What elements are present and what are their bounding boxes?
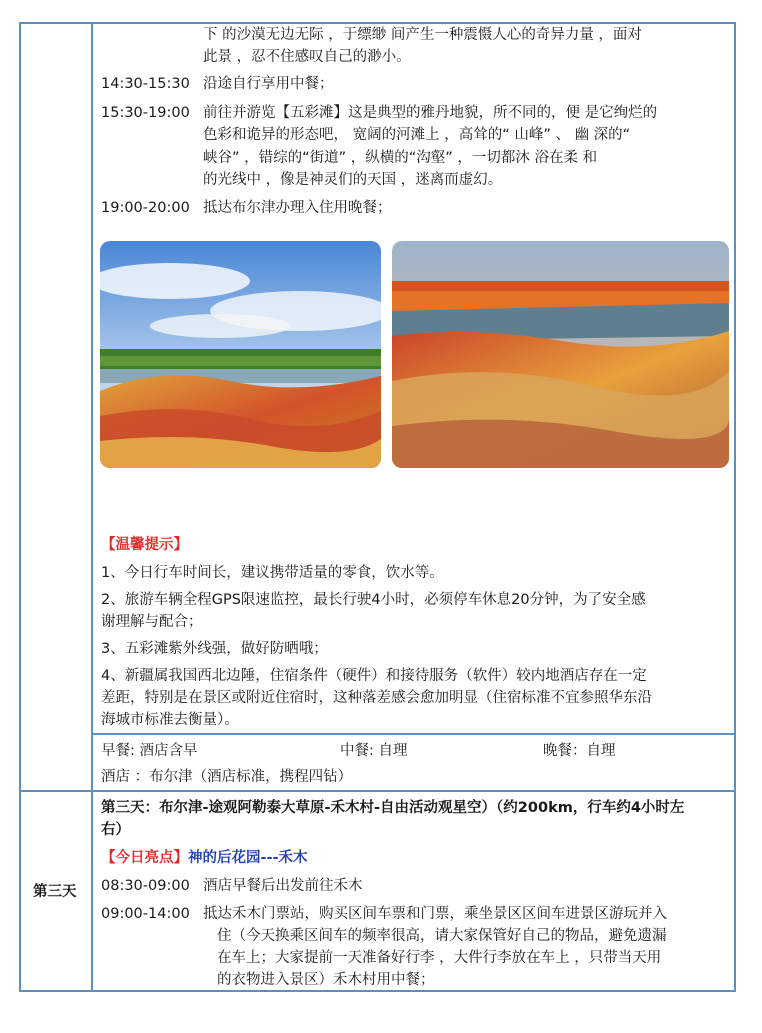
tips-title: 【温馨提示】: [101, 537, 188, 553]
highlight-text: 神的后花园---禾木: [188, 850, 308, 866]
highlight-tag: 【今日亮点】: [101, 850, 188, 866]
schedule-time: 08:30-09:00: [101, 878, 190, 894]
schedule-text: 的光线中 ，像是神灵们的天国 ，迷离而虚幻。: [203, 172, 503, 188]
meal-dinner: 晚餐：自理: [543, 743, 616, 759]
meal-lunch: 中餐: 自理: [340, 743, 408, 759]
day-column-divider: [91, 22, 93, 992]
schedule-text: 峡谷” ，错综的“街道” ，纵横的“沟壑” ，一切都沐 浴在柔 和: [203, 150, 598, 166]
tip-text: 谢理解与配合；: [101, 614, 203, 630]
day3-highlight: [101, 847, 308, 869]
intro-line-2: 此景 ，忍不住感叹自己的渺小。: [203, 49, 411, 65]
schedule-text: 在车上；大家提前一天准备好行李 ，大件行李放在车上 ，只带当天用: [217, 950, 662, 966]
tip-text: 海城市标准去衡量）。: [101, 712, 239, 728]
schedule-text: 抵达禾木门票站，购买区间车票和门票，乘坐景区区间车进景区游玩并入: [203, 906, 667, 922]
hotel-info: 酒店 ：布尔津（酒店标准，携程四钻）: [101, 769, 353, 785]
wucaitan-sunset-photo: [392, 241, 729, 468]
schedule-time: 19:00-20:00: [101, 200, 190, 216]
intro-line-1: 下 的沙漠无边无际 ，于缥缈 间产生一种震慑人心的奇异力量 ，面对: [203, 27, 642, 43]
tip-text: 3、五彩滩紫外线强，做好防晒哦；: [101, 641, 328, 657]
wucaitan-riverside-photo: [100, 241, 381, 468]
schedule-text: 的衣物进入景区）禾木村用中餐；: [217, 972, 435, 988]
tip-text: 2、旅游车辆全程GPS限速监控，最长行驶4小时，必须停车休息20分钟，为了安全感: [101, 592, 646, 608]
day3-row-divider: [19, 790, 736, 792]
schedule-time: 14:30-15:30: [101, 76, 190, 92]
schedule-text: 酒店早餐后出发前往禾木: [203, 878, 363, 894]
tip-text: 差距，特别是在景区或附近住宿时，这种落差感会愈加明显（住宿标准不宜参照华东沿: [101, 690, 652, 706]
schedule-text: 沿途自行享用中餐；: [203, 76, 334, 92]
day3-title-line-1: 第三天：布尔津-途观阿勒泰大草原-禾木村-自由活动观星空）（约200km，行车约4小时左: [101, 800, 685, 816]
meal-breakfast: 早餐: 酒店含早: [101, 743, 198, 759]
schedule-text: 住（今天换乘区间车的频率很高，请大家保管好自己的物品，避免遗漏: [217, 928, 667, 944]
schedule-time: 09:00-14:00: [101, 906, 190, 922]
day3-label: 第三天: [33, 884, 77, 900]
tip-text: 1、今日行车时间长，建议携带适量的零食，饮水等。: [101, 565, 444, 581]
schedule-text: 抵达布尔津办理入住用晚餐；: [203, 200, 392, 216]
schedule-text: 色彩和诡异的形态吧， 宽阔的河滩上 ，高耸的“ 山峰” 、 幽 深的“: [203, 127, 631, 143]
schedule-text: 前往并游览【五彩滩】这是典型的雅丹地貌，所不同的，便 是它绚烂的: [203, 105, 658, 121]
schedule-time: 15:30-19:00: [101, 105, 190, 121]
meals-row-divider: [93, 733, 736, 735]
day3-title-line-2: 右）: [101, 822, 130, 838]
tip-text: 4、新疆属我国西北边陲，住宿条件（硬件）和接待服务（软件）较内地酒店存在一定: [101, 668, 647, 684]
